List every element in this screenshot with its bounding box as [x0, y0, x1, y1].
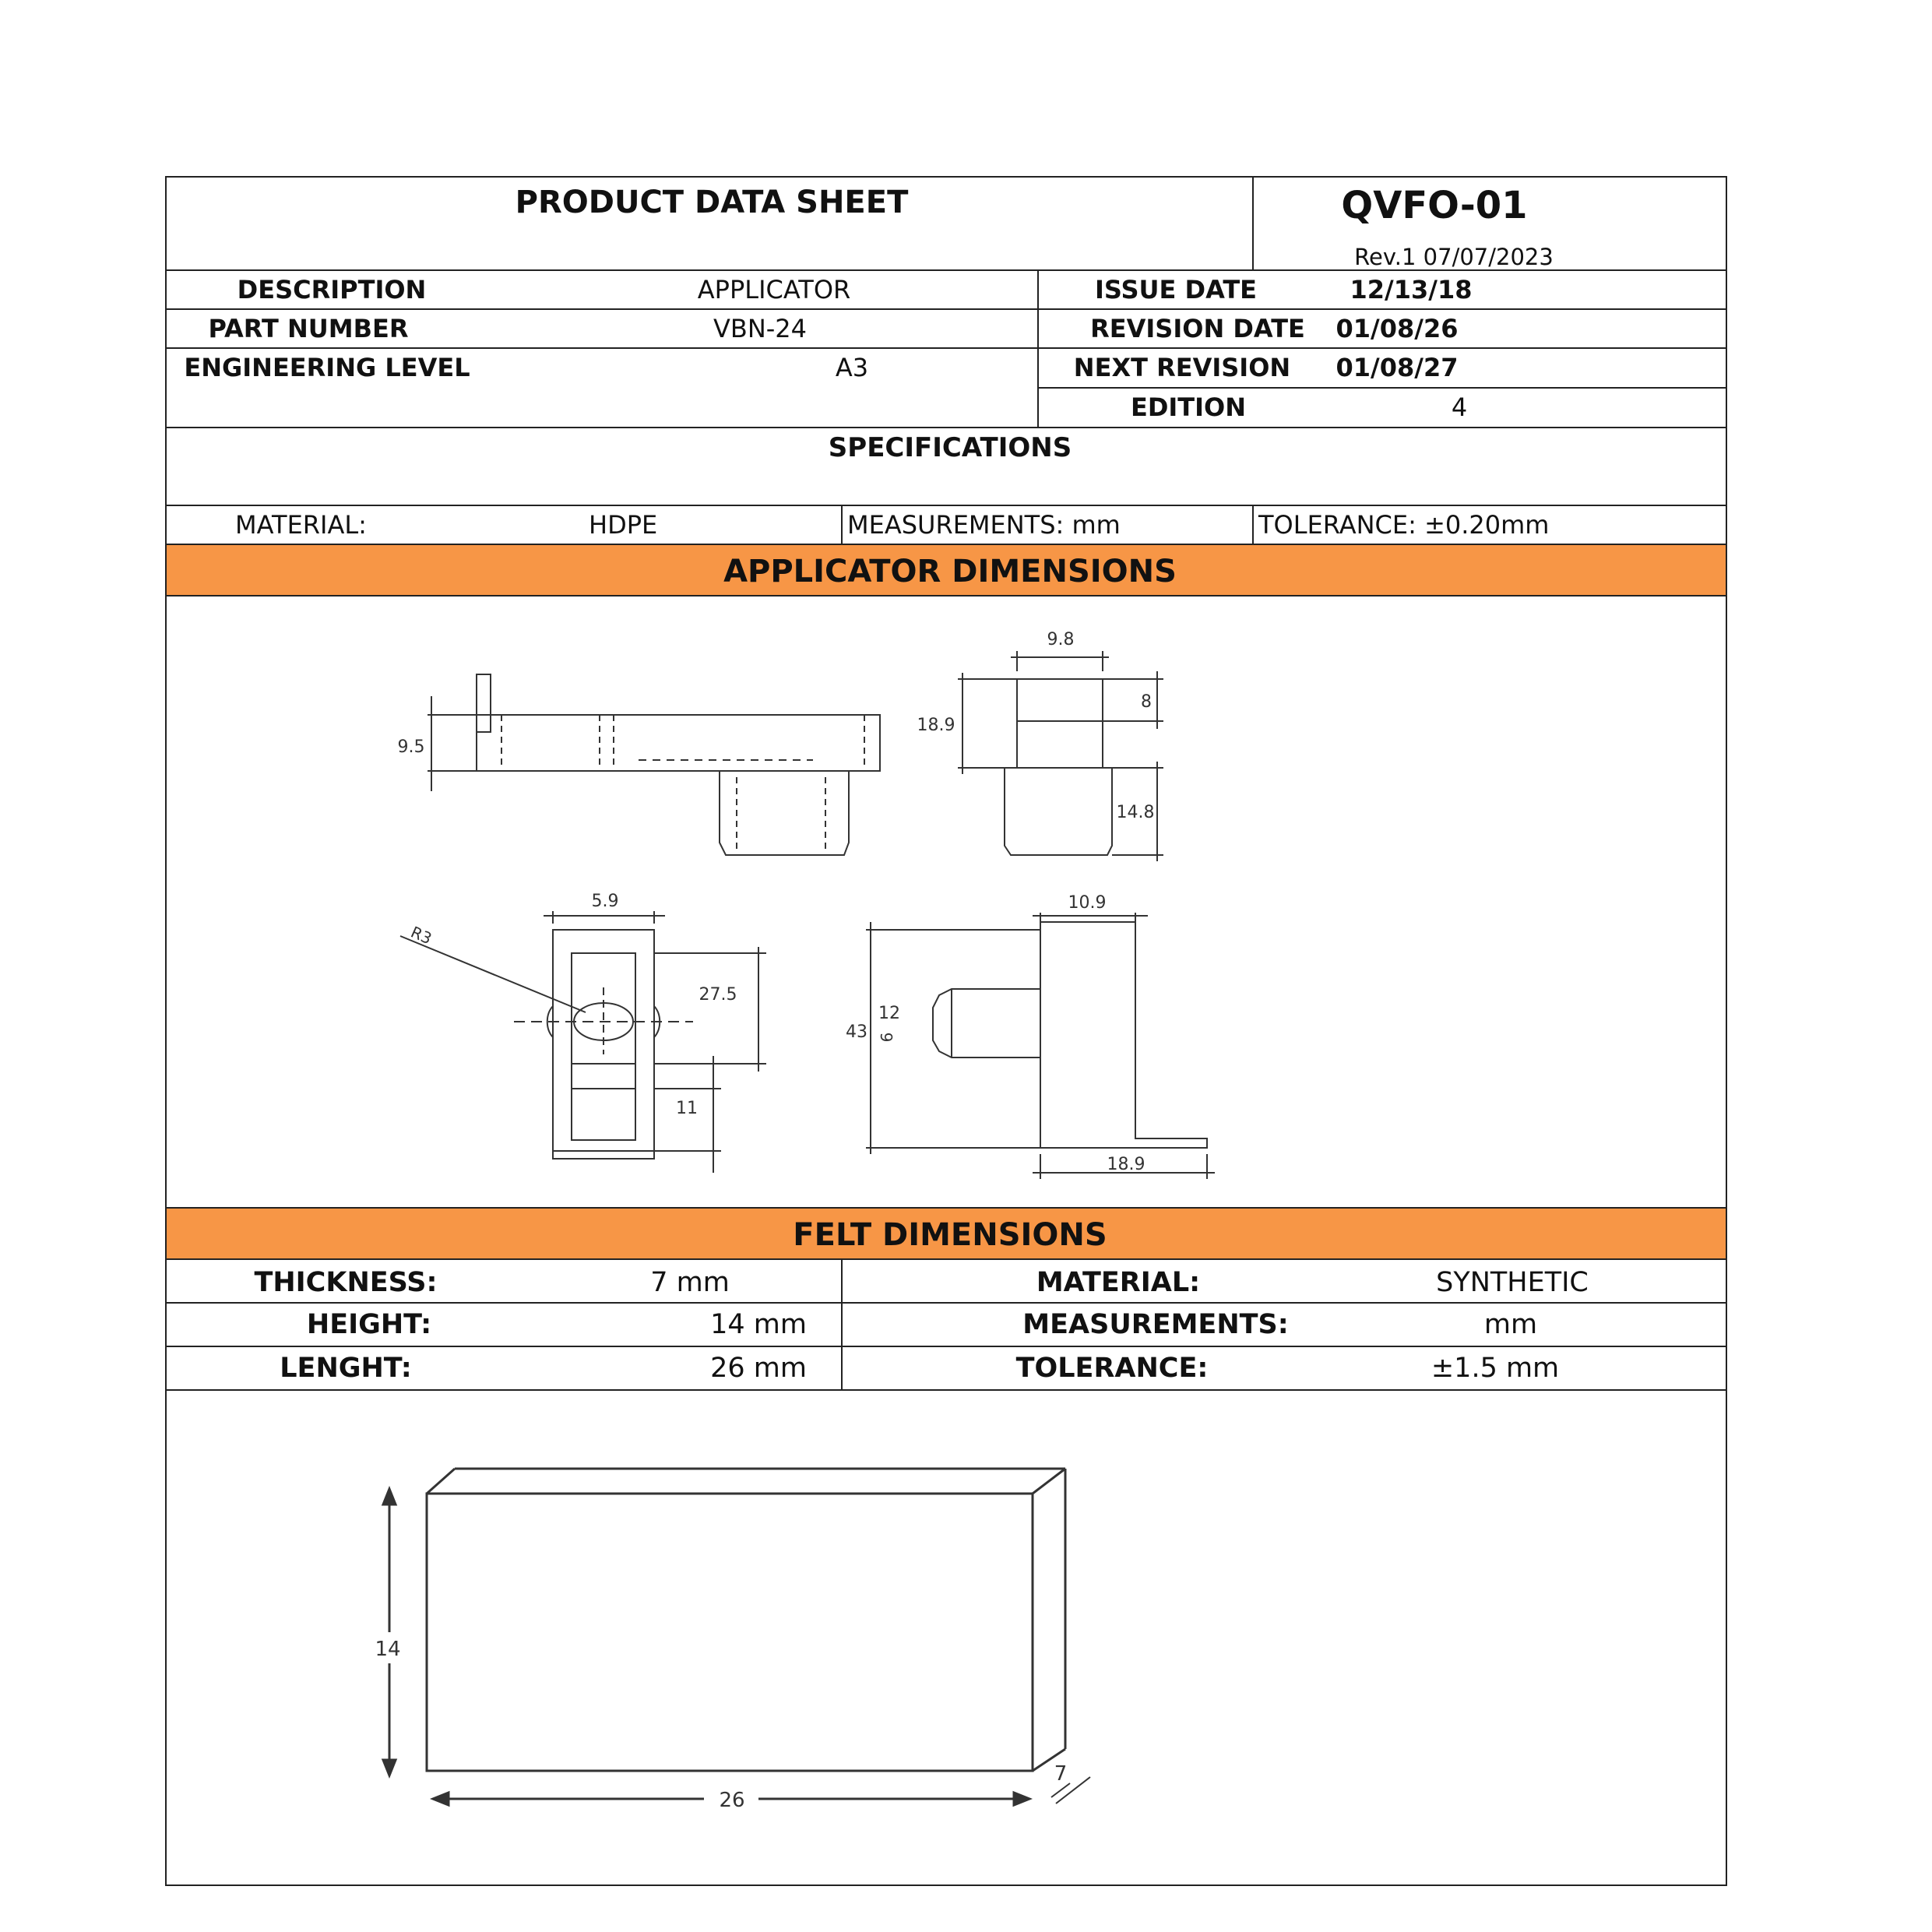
dim-r3: R3: [407, 922, 435, 948]
revision-date-value: 01/08/26: [1336, 314, 1459, 343]
felt-height-dim: 14: [375, 1638, 401, 1661]
felt-measurements-label: MEASUREMENTS:: [1022, 1309, 1289, 1340]
felt-thickness-value: 7 mm: [650, 1267, 730, 1298]
applicator-side-view: [428, 674, 880, 855]
edition-label: EDITION: [1130, 392, 1247, 422]
dim-18-9-bottom: 18.9: [1107, 1155, 1145, 1174]
spec-measurements: MEASUREMENTS: mm: [847, 510, 1121, 540]
dim-9-8: 9.8: [1047, 630, 1075, 649]
dim-6: 6: [878, 1032, 896, 1043]
felt-length-dim: 26: [719, 1789, 745, 1812]
felt-thickness-dim: 7: [1054, 1762, 1068, 1786]
dim-8: 8: [1141, 692, 1152, 712]
applicator-dimensions-band: [167, 544, 1726, 596]
document-code: QVFO-01: [1341, 184, 1528, 227]
dim-27-5: 27.5: [699, 985, 737, 1005]
felt-measurements-value: mm: [1483, 1309, 1538, 1340]
dim-12: 12: [878, 1004, 900, 1023]
spec-tolerance: TOLERANCE: ±0.20mm: [1258, 510, 1550, 540]
sheet-title: PRODUCT DATA SHEET: [515, 185, 909, 220]
felt-thickness-label: THICKNESS:: [254, 1267, 438, 1298]
felt-material-value: SYNTHETIC: [1436, 1267, 1589, 1298]
part-number-label: PART NUMBER: [208, 314, 409, 343]
felt-material-label: MATERIAL:: [1036, 1267, 1201, 1298]
dim-5-9: 5.9: [591, 892, 619, 911]
applicator-profile-view: [866, 913, 1215, 1179]
specifications-title: SPECIFICATIONS: [828, 432, 1072, 463]
dim-9-5: 9.5: [397, 737, 425, 757]
felt-height-value: 14 mm: [710, 1309, 807, 1340]
felt-tolerance-label: TOLERANCE:: [1015, 1353, 1209, 1384]
felt-dimensions-title: FELT DIMENSIONS: [793, 1217, 1107, 1253]
felt-height-label: HEIGHT:: [306, 1309, 432, 1340]
applicator-front-view: [958, 651, 1163, 861]
felt-dimensions-band: [167, 1207, 1726, 1260]
felt-length-label: LENGHT:: [280, 1353, 412, 1384]
applicator-dimensions-title: APPLICATOR DIMENSIONS: [723, 554, 1177, 589]
dim-10-9: 10.9: [1068, 893, 1107, 913]
engineering-level-value: A3: [835, 353, 869, 382]
part-number-value: VBN-24: [713, 314, 808, 343]
issue-date-value: 12/13/18: [1350, 275, 1473, 304]
product-data-sheet: [165, 176, 1727, 1886]
applicator-drawing: [167, 596, 1726, 1207]
issue-date-label: ISSUE DATE: [1094, 275, 1258, 304]
description-value: APPLICATOR: [697, 275, 851, 304]
felt-length-value: 26 mm: [710, 1353, 807, 1384]
dim-11: 11: [676, 1099, 698, 1118]
dim-14-8: 14.8: [1116, 803, 1155, 822]
revision-date-label: REVISION DATE: [1090, 314, 1305, 343]
spec-material-value: HDPE: [589, 510, 658, 540]
engineering-level-label: ENGINEERING LEVEL: [184, 353, 470, 382]
next-revision-value: 01/08/27: [1336, 353, 1459, 382]
description-label: DESCRIPTION: [237, 275, 427, 304]
next-revision-label: NEXT REVISION: [1073, 353, 1291, 382]
revision-label: Rev.1 07/07/2023: [1354, 244, 1554, 270]
dim-18-9-top: 18.9: [917, 716, 955, 735]
felt-tolerance-value: ±1.5 mm: [1431, 1353, 1560, 1384]
felt-height-arrow: [383, 1489, 396, 1775]
spec-material-label: MATERIAL:: [235, 510, 367, 540]
felt-drawing: [167, 1391, 1726, 1884]
applicator-top-view: [400, 911, 766, 1173]
dim-43: 43: [846, 1022, 867, 1042]
edition-value: 4: [1451, 392, 1468, 422]
